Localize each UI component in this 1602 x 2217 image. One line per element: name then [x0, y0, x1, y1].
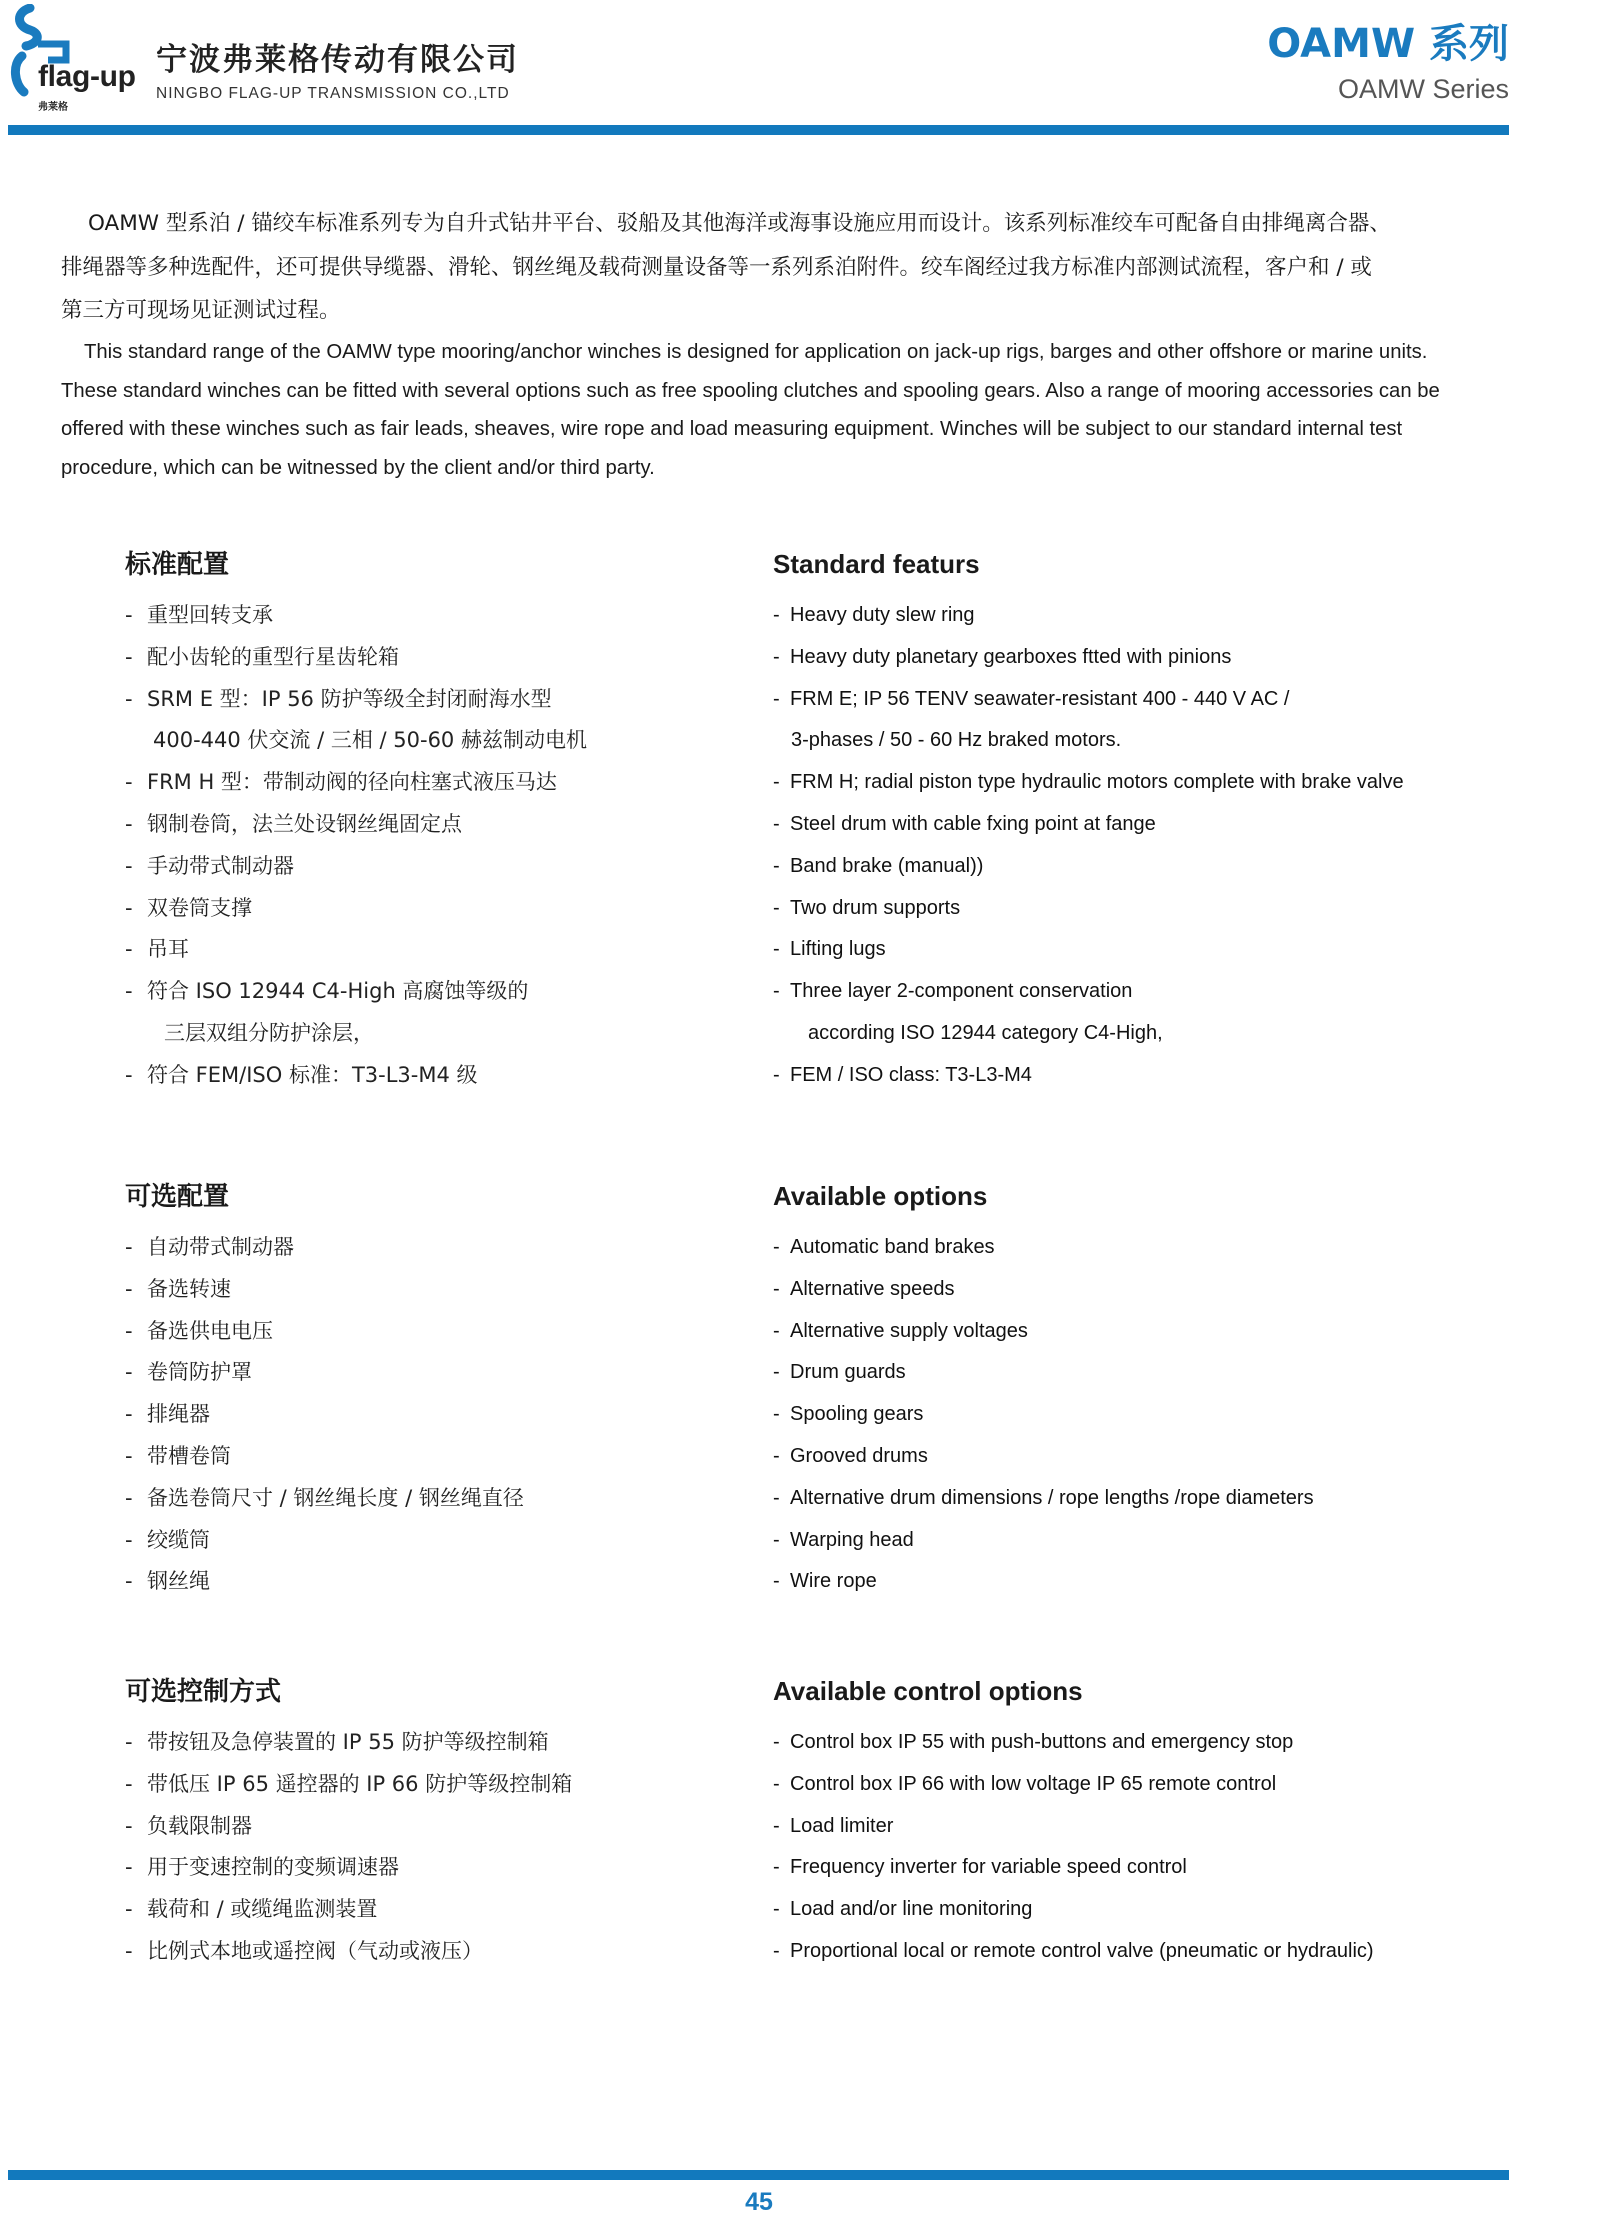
bullet-dash: -	[773, 645, 780, 668]
list-item-text: 备选转速	[147, 1276, 231, 1301]
section-title-cn: 标准配置	[125, 550, 230, 580]
bullet-dash: -	[125, 644, 133, 669]
bullet-dash: -	[125, 1813, 133, 1838]
bullet-dash: -	[125, 1062, 133, 1087]
bullet-dash: -	[773, 1731, 780, 1753]
bullet-dash: -	[125, 1402, 133, 1427]
list-item-text: Proportional local or remote control valve (pneumatic or hydraulic)	[790, 1940, 1374, 1962]
bullet-dash: -	[773, 980, 780, 1003]
series-title-cn: OAMW 系列	[1267, 21, 1509, 67]
bullet-dash: -	[125, 603, 133, 627]
list-item-text: 配小齿轮的重型行星齿轮箱	[147, 644, 399, 669]
bullet-dash: -	[773, 1570, 780, 1593]
header-divider	[8, 125, 1509, 135]
list-item-text: FEM / ISO class: T3-L3-M4	[790, 1063, 1032, 1086]
list-item-text: 绞缆筒	[147, 1527, 210, 1552]
bullet-dash: -	[125, 1360, 133, 1385]
section-title-en: Available options	[773, 1181, 988, 1211]
list-item-text: 带低压 IP 65 遥控器的 IP 66 防护等级控制箱	[147, 1771, 573, 1796]
bullet-dash: -	[773, 1772, 780, 1795]
list-item-text: 重型回转支承	[147, 603, 273, 627]
list-item-text: 手动带式制动器	[147, 853, 294, 878]
list-item-text: Heavy duty slew ring	[790, 604, 975, 626]
bullet-dash: -	[125, 1527, 133, 1552]
footer-divider	[8, 2170, 1509, 2180]
list-item-text: Wire rope	[790, 1570, 877, 1593]
bullet-dash: -	[125, 1276, 133, 1301]
list-item-text: Load and/or line monitoring	[790, 1898, 1033, 1921]
bullet-dash: -	[773, 1445, 780, 1467]
list-item-text: 自动带式制动器	[147, 1235, 294, 1259]
bullet-dash: -	[125, 979, 133, 1004]
series-title-en: OAMW Series	[1337, 74, 1509, 104]
intro-cn-line: OAMW 型系泊 / 锚绞车标准系列专为自升式钻井平台、驳船及其他海洋或海事设施应用而设计。该系列标准绞车可配备自由排绳离合器、	[88, 211, 1391, 236]
svg-text:flag-up: flag-up	[38, 60, 136, 93]
list-item-text: 符合 ISO 12944 C4-High 高腐蚀等级的	[147, 979, 529, 1004]
list-item-text: Frequency inverter for variable speed control	[790, 1856, 1187, 1879]
company-name-en: NINGBO FLAG-UP TRANSMISSION CO.,LTD	[156, 85, 510, 102]
bullet-dash: -	[773, 854, 780, 877]
list-item-text: Load limiter	[790, 1814, 894, 1837]
list-item-text: FRM E; IP 56 TENV seawater-resistant 400 - 440 V AC /	[790, 687, 1290, 710]
bullet-dash: -	[773, 813, 780, 835]
list-item-text: 备选供电电压	[147, 1318, 273, 1343]
bullet-dash: -	[773, 1319, 780, 1342]
bullet-dash: -	[773, 1940, 780, 1962]
flag-up-logo-icon	[8, 4, 138, 114]
bullet-dash: -	[125, 1485, 133, 1510]
bullet-dash: -	[125, 1444, 133, 1468]
list-item-continuation: 400-440 伏交流 / 三相 / 50-60 赫兹制动电机	[153, 728, 587, 753]
bullet-dash: -	[125, 853, 133, 878]
list-item-text: 带按钮及急停装置的 IP 55 防护等级控制箱	[147, 1730, 549, 1754]
list-item-text: Two drum supports	[790, 896, 961, 919]
bullet-dash: -	[773, 1486, 780, 1509]
list-item-text: Grooved drums	[790, 1445, 928, 1467]
list-item-text: Heavy duty planetary gearboxes ftted with pinions	[790, 645, 1232, 668]
bullet-dash: -	[773, 896, 780, 919]
bullet-dash: -	[125, 1569, 133, 1594]
svg-text:弗莱格: 弗莱格	[38, 102, 68, 113]
bullet-dash: -	[773, 1403, 780, 1426]
list-item-text: FRM H 型：带制动阀的径向柱塞式液压马达	[147, 770, 557, 795]
bullet-dash: -	[125, 1318, 133, 1343]
list-item-text: 载荷和 / 或缆绳监测装置	[147, 1897, 378, 1922]
bullet-dash: -	[773, 604, 780, 626]
page-number: 45	[745, 2188, 773, 2216]
bullet-dash: -	[125, 770, 133, 795]
list-item-text: Alternative drum dimensions / rope lengths /rope diameters	[790, 1486, 1314, 1509]
list-item-text: FRM H; radial piston type hydraulic motors complete with brake valve	[790, 771, 1404, 794]
bullet-dash: -	[773, 1898, 780, 1921]
section-title-cn: 可选控制方式	[125, 1677, 282, 1707]
bullet-dash: -	[125, 686, 133, 711]
intro-en-line: procedure, which can be witnessed by the client and/or third party.	[61, 456, 655, 479]
list-item-text: 双卷筒支撑	[147, 895, 252, 920]
section-title-en: Standard featurs	[773, 549, 980, 579]
list-item-text: Band brake (manual))	[790, 854, 984, 877]
company-name-cn: 宁波弗莱格传动有限公司	[156, 42, 519, 78]
list-item-text: Automatic band brakes	[790, 1236, 995, 1258]
bullet-dash: -	[773, 1236, 780, 1258]
bullet-dash: -	[125, 1855, 133, 1880]
bullet-dash: -	[773, 1277, 780, 1300]
list-item-continuation: according ISO 12944 category C4-High,	[808, 1022, 1163, 1044]
list-item-text: Drum guards	[790, 1361, 906, 1384]
bullet-dash: -	[125, 1897, 133, 1922]
intro-en-line: offered with these winches such as fair leads, sheaves, wire rope and load measuring equipment. Winches will be subject to our standard internal test	[61, 418, 1403, 440]
list-item-text: Control box IP 66 with low voltage IP 65 remote control	[790, 1772, 1277, 1795]
list-item-text: Control box IP 55 with push-buttons and emergency stop	[790, 1731, 1294, 1753]
list-item-text: Warping head	[790, 1528, 914, 1551]
list-item-text: 符合 FEM/ISO 标准：T3-L3-M4 级	[147, 1062, 478, 1087]
list-item-text: 钢制卷筒，法兰处设钢丝绳固定点	[147, 812, 462, 836]
intro-cn-line: 排绳器等多种选配件，还可提供导缆器、滑轮、钢丝绳及载荷测量设备等一系列系泊附件。绞车阁经过我方标准内部测试流程，客户和 / 或	[61, 254, 1372, 280]
list-item-text: 比例式本地或遥控阀（气动或液压）	[147, 1939, 483, 1963]
list-item-text: 吊耳	[147, 937, 189, 962]
intro-en-line: These standard winches can be fitted with several options such as free spooling clutches and spooling gears. Also a range of mooring accessories can be	[61, 379, 1440, 402]
bullet-dash: -	[125, 812, 133, 836]
list-item-text: Alternative supply voltages	[790, 1319, 1028, 1342]
bullet-dash: -	[773, 1814, 780, 1837]
list-item-text: Alternative speeds	[790, 1277, 955, 1300]
list-item-text: Steel drum with cable fxing point at fange	[790, 813, 1156, 835]
bullet-dash: -	[773, 771, 780, 794]
bullet-dash: -	[773, 1856, 780, 1879]
bullet-dash: -	[125, 1771, 133, 1796]
list-item-continuation: 3-phases / 50 - 60 Hz braked motors.	[791, 729, 1122, 752]
bullet-dash: -	[773, 1063, 780, 1086]
list-item-text: 用于变速控制的变频调速器	[147, 1855, 399, 1880]
list-item-text: 负载限制器	[147, 1813, 252, 1838]
bullet-dash: -	[125, 1730, 133, 1754]
list-item-text: 备选卷筒尺寸 / 钢丝绳长度 / 钢丝绳直径	[147, 1485, 524, 1510]
bullet-dash: -	[773, 1361, 780, 1384]
bullet-dash: -	[773, 938, 780, 961]
bullet-dash: -	[125, 895, 133, 920]
bullet-dash: -	[125, 1939, 133, 1963]
bullet-dash: -	[125, 937, 133, 962]
list-item-text: 排绳器	[147, 1402, 210, 1427]
intro-cn-line: 第三方可现场见证测试过程。	[61, 298, 341, 323]
list-item-text: 带槽卷筒	[147, 1444, 231, 1468]
bullet-dash: -	[773, 1528, 780, 1551]
list-item-text: SRM E 型：IP 56 防护等级全封闭耐海水型	[147, 686, 552, 711]
company-logo	[8, 4, 138, 114]
list-item-text: Three layer 2-component conservation	[790, 980, 1133, 1003]
list-item-text: 卷筒防护罩	[147, 1360, 252, 1385]
list-item-continuation: 三层双组分防护涂层，	[164, 1021, 374, 1045]
section-title-en: Available control options	[773, 1676, 1083, 1706]
list-item-text: Lifting lugs	[790, 938, 886, 961]
intro-en-line: This standard range of the OAMW type mooring/anchor winches is designed for application on jack-up rigs, barges and other offshore or marine units.	[84, 341, 1428, 363]
list-item-text: Spooling gears	[790, 1403, 924, 1426]
list-item-text: 钢丝绳	[147, 1569, 210, 1594]
bullet-dash: -	[773, 687, 780, 710]
bullet-dash: -	[125, 1235, 133, 1259]
section-title-cn: 可选配置	[125, 1182, 230, 1212]
